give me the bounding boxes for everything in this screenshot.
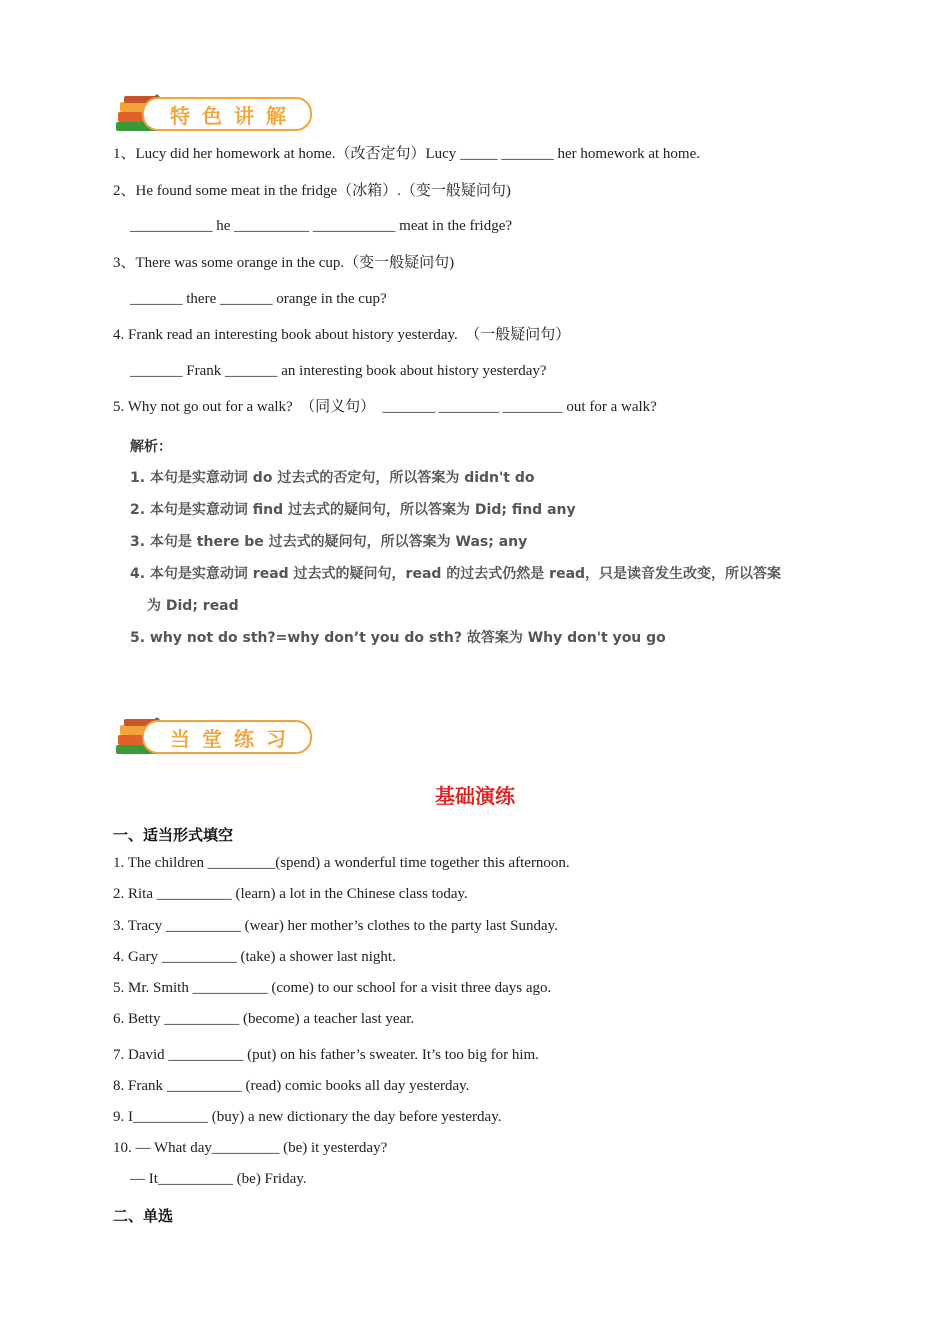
analysis-label: 解析： — [130, 439, 172, 455]
analysis-item: 5. why not do sth?=why don’t you do sth? 故答案为 Why don't you go — [130, 630, 666, 646]
banner-title: 当堂练习 — [170, 727, 298, 751]
practice-item-reply: — It__________ (be) Friday. — [130, 1171, 307, 1187]
practice-title: 基础演练 — [435, 784, 515, 808]
practice-item: 4. Gary __________ (take) a shower last night. — [113, 949, 396, 965]
lecture-q2: 2、He found some meat in the fridge（冰箱）.（变一般疑问句) — [113, 183, 511, 199]
analysis-item: 3. 本句是 there be 过去式的疑问句，所以答案为 Was; any — [130, 534, 528, 550]
banner-features — [112, 92, 312, 138]
practice-item: 5. Mr. Smith __________ (come) to our school for a visit three days ago. — [113, 980, 552, 996]
practice-item: 10. — What day_________ (be) it yesterday? — [113, 1140, 388, 1156]
practice-item: 9. I__________ (buy) a new dictionary the day before yesterday. — [113, 1109, 502, 1125]
analysis-item: 4. 本句是实意动词 read 过去式的疑问句，read 的过去式仍然是 read，只是读音发生改变，所以答案 — [130, 566, 782, 582]
banner-title: 特色讲解 — [170, 104, 298, 128]
practice-item: 3. Tracy __________ (wear) her mother’s clothes to the party last Sunday. — [113, 918, 558, 934]
practice-item: 7. David __________ (put) on his father’s sweater. It’s too big for him. — [113, 1047, 539, 1063]
practice-item: 1. The children _________(spend) a wonderful time together this afternoon. — [113, 855, 570, 871]
part1-heading: 一、适当形式填空 — [113, 826, 234, 844]
practice-item: 6. Betty __________ (become) a teacher last year. — [113, 1011, 415, 1027]
analysis-item: 1. 本句是实意动词 do 过去式的否定句，所以答案为 didn't do — [130, 470, 535, 486]
analysis-item-cont: 为 Did; read — [147, 598, 239, 614]
lecture-q3: 3、There was some orange in the cup.（变一般疑问句) — [113, 255, 455, 271]
analysis-item: 2. 本句是实意动词 find 过去式的疑问句，所以答案为 Did; find any — [130, 502, 576, 518]
lecture-q4-answer: _______ Frank _______ an interesting book about history yesterday? — [130, 363, 547, 379]
practice-item: 2. Rita __________ (learn) a lot in the Chinese class today. — [113, 886, 468, 902]
banner-practice — [112, 715, 312, 761]
practice-item: 8. Frank __________ (read) comic books all day yesterday. — [113, 1078, 470, 1094]
lecture-q4: 4. Frank read an interesting book about history yesterday. （一般疑问句） — [113, 327, 571, 343]
part2-heading: 二、单选 — [113, 1207, 174, 1225]
lecture-q2-answer: ___________ he __________ ___________ meat in the fridge? — [130, 218, 513, 234]
lecture-q3-answer: _______ there _______ orange in the cup? — [130, 291, 387, 307]
lecture-q5: 5. Why not go out for a walk? （同义句） _______ ________ ________ out for a walk? — [113, 399, 657, 415]
lecture-q1: 1、Lucy did her homework at home.（改否定句）Lucy _____ _______ her homework at home. — [113, 146, 700, 162]
